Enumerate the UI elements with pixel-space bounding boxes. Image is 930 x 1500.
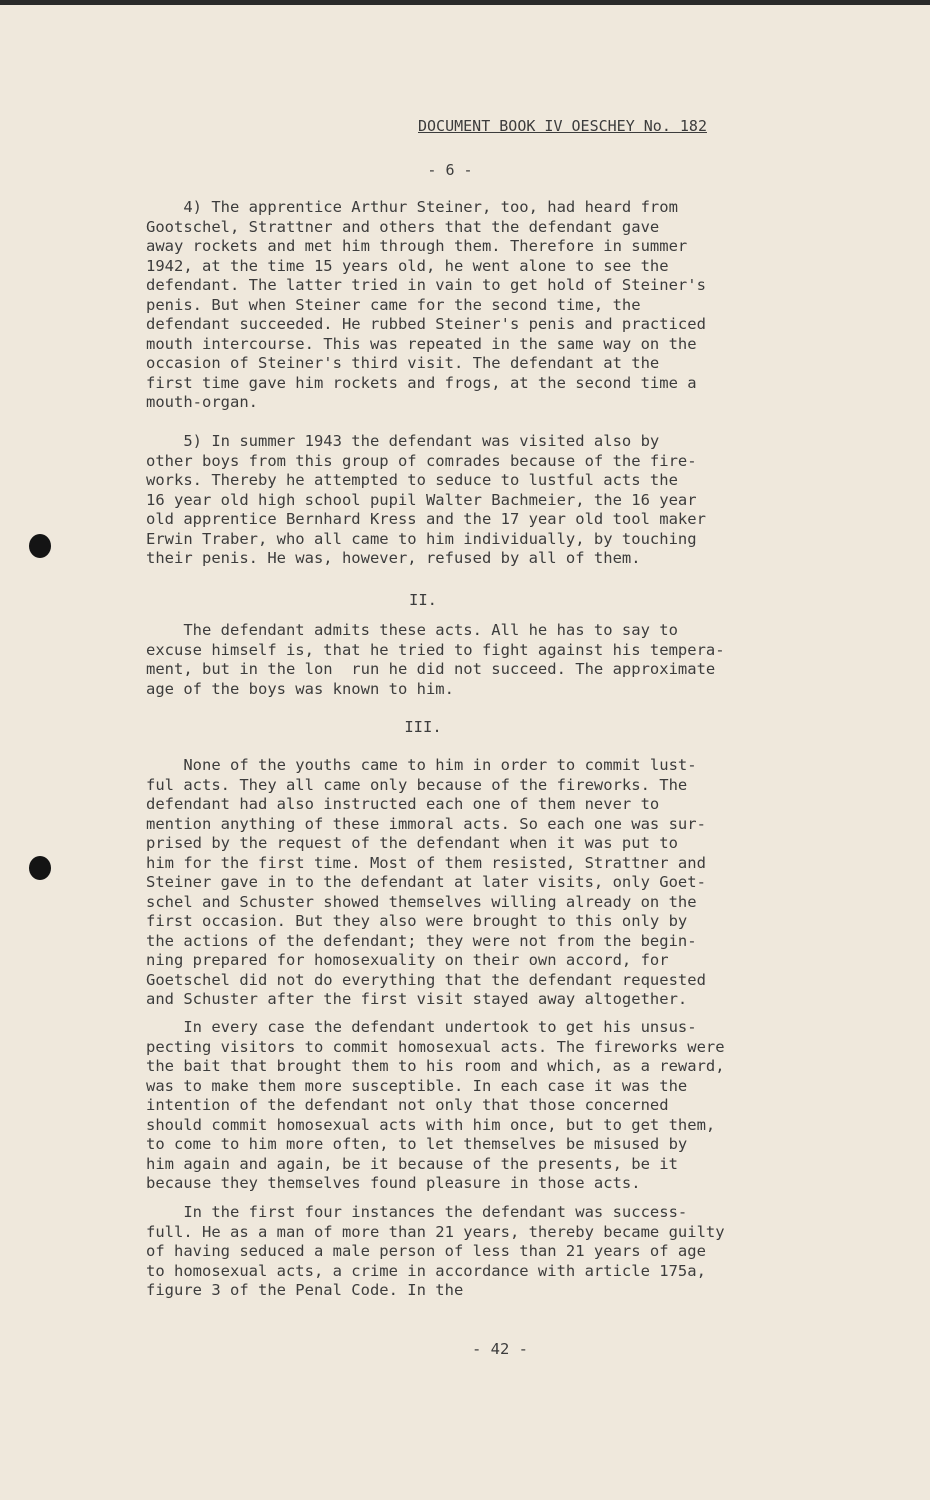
text-line: penis. But when Steiner came for the second time, the (146, 295, 641, 314)
text-line: 5) In summer 1943 the defendant was visited also by (146, 432, 660, 450)
section-heading-ii: II. (409, 591, 437, 609)
text-line: defendant. The latter tried in vain to get hold of Steiner's (146, 276, 706, 294)
text-line: age of the boys was known to him. (146, 679, 454, 698)
text-line: 4) The apprentice Arthur Steiner, too, had heard from (146, 198, 678, 216)
text-line: excuse himself is, that he tried to fight against his tempera- (146, 640, 725, 659)
text-line: of having seduced a male person of less than 21 years of age (146, 1242, 706, 1260)
text-line: their penis. He was, however, refused by all of them. (146, 549, 641, 567)
paragraph-every-case (146, 1018, 725, 1194)
text-line: mention anything of these immoral acts. So each one was sur- (146, 814, 706, 833)
text-line: Steiner gave in to the defendant at later visits, only Goet- (146, 873, 706, 891)
text-line: old apprentice Bernhard Kress and the 17 year old tool maker (146, 510, 706, 528)
text-line: Erwin Traber, who all came to him individually, by touching (146, 529, 697, 548)
page-top-edge (0, 0, 930, 5)
text-line: ning prepared for homosexuality on their own accord, for (146, 951, 669, 969)
text-line: other boys from this group of comrades because of the fire- (146, 451, 697, 470)
text-line: first occasion. But they also were brought to this only by (146, 912, 688, 930)
text-line: schel and Schuster showed themselves willing already on the (146, 892, 697, 911)
text-line: should commit homosexual acts with him once, but to get them, (146, 1115, 716, 1134)
text-line: intention of the defendant not only that those concerned (146, 1096, 669, 1114)
text-line: first time gave him rockets and frogs, at the second time a (146, 373, 697, 392)
text-line: and Schuster after the first visit stayed away altogether. (146, 990, 688, 1008)
section-heading-iii: III. (404, 718, 442, 736)
text-line: 16 year old high school pupil Walter Bachmeier, the 16 year (146, 490, 697, 509)
text-line: pecting visitors to commit homosexual acts. The fireworks were (146, 1037, 725, 1056)
text-line: to homosexual acts, a crime in accordance with article 175a, (146, 1261, 706, 1280)
text-line: the actions of the defendant; they were not from the begin- (146, 931, 697, 950)
text-line: mouth-organ. (146, 393, 258, 411)
paragraph-admission (146, 621, 725, 699)
paragraph-5 (146, 432, 706, 569)
paragraph-youths (146, 756, 706, 1010)
text-line: occasion of Steiner's third visit. The defendant at the (146, 354, 660, 372)
text-line: to come to him more often, to let themselves be misused by (146, 1135, 688, 1153)
text-line: was to make them more susceptible. In each case it was the (146, 1076, 688, 1095)
text-line: because they themselves found pleasure in those acts. (146, 1174, 641, 1192)
text-line: prised by the request of the defendant when it was put to (146, 834, 678, 852)
text-line: None of the youths came to him in order to commit lust- (146, 756, 697, 774)
document-header: DOCUMENT BOOK IV OESCHEY No. 182 (418, 117, 707, 135)
text-line: works. Thereby he attempted to seduce to lustful acts the (146, 471, 678, 489)
text-line: In the first four instances the defendant was success- (146, 1203, 688, 1221)
punch-hole-upper (29, 534, 51, 558)
text-line: him for the first time. Most of them resisted, Strattner and (146, 853, 706, 872)
text-line: The defendant admits these acts. All he has to say to (146, 621, 678, 639)
paragraph-first-four (146, 1203, 725, 1301)
text-line: full. He as a man of more than 21 years, thereby became guilty (146, 1222, 725, 1241)
text-line: Gootschel, Strattner and others that the defendant gave (146, 217, 660, 236)
page-number-bottom: - 42 - (472, 1340, 528, 1358)
text-line: away rockets and met him through them. Therefore in summer (146, 237, 688, 255)
punch-hole-lower (29, 856, 51, 880)
text-line: him again and again, be it because of the presents, be it (146, 1154, 678, 1173)
text-line: the bait that brought them to his room and which, as a reward, (146, 1057, 725, 1075)
text-line: Goetschel did not do everything that the defendant requested (146, 970, 706, 989)
text-line: figure 3 of the Penal Code. In the (146, 1281, 464, 1299)
text-line: defendant succeeded. He rubbed Steiner's penis and practiced (146, 315, 706, 333)
page-number-top: - 6 - (427, 161, 473, 179)
text-line: In every case the defendant undertook to get his unsus- (146, 1018, 697, 1036)
text-line: ment, but in the lon run he did not succeed. The approximate (146, 660, 716, 678)
text-line: 1942, at the time 15 years old, he went alone to see the (146, 256, 669, 275)
text-line: mouth intercourse. This was repeated in the same way on the (146, 334, 697, 353)
text-line: ful acts. They all came only because of the fireworks. The (146, 775, 688, 794)
paragraph-4 (146, 198, 706, 413)
text-line: defendant had also instructed each one of them never to (146, 795, 660, 813)
